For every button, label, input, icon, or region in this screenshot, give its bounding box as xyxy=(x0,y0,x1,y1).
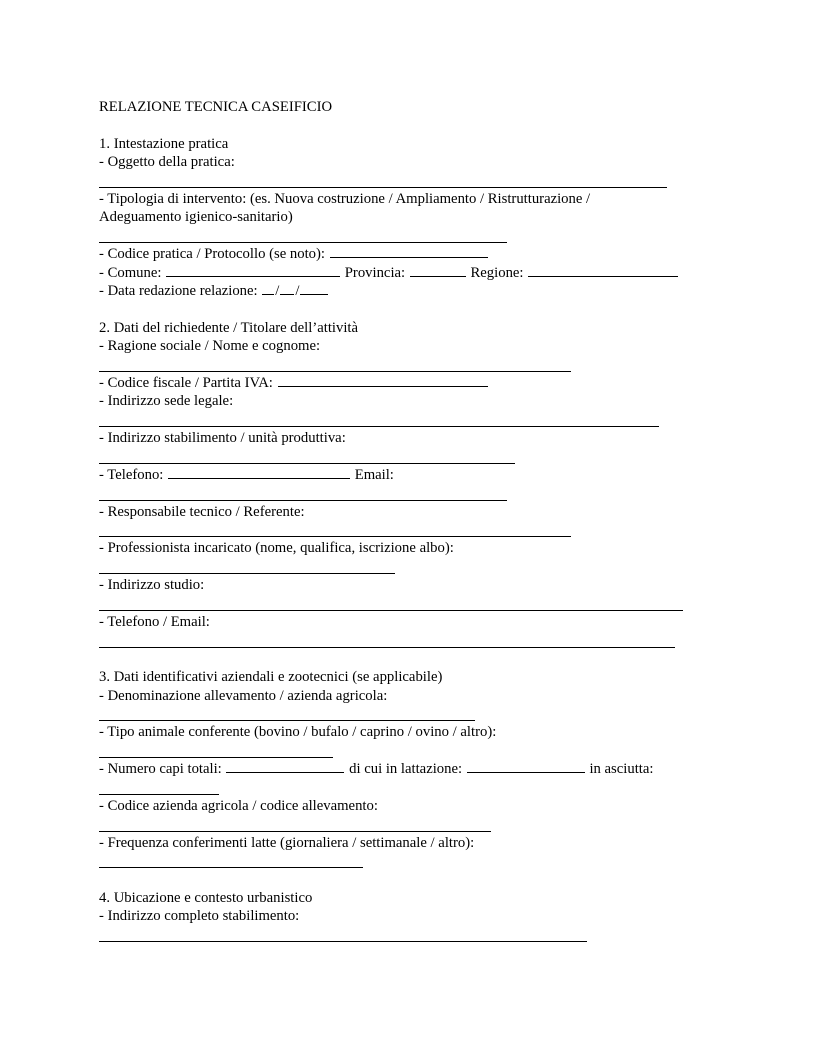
field-frequenza-label: - Frequenza conferimenti latte (giornaliera / settimanale / altro): xyxy=(99,834,475,851)
section-1-heading: 1. Intestazione pratica xyxy=(99,135,229,152)
field-data-month[interactable] xyxy=(280,282,294,295)
field-professionista-blank[interactable] xyxy=(99,558,739,576)
field-telefono-label: - Telefono: xyxy=(99,466,164,483)
date-separator: / xyxy=(295,282,300,299)
field-provincia-blank[interactable] xyxy=(410,264,466,277)
field-responsabile-blank[interactable] xyxy=(99,521,739,539)
field-data-year[interactable] xyxy=(300,282,328,295)
field-responsabile-label: - Responsabile tecnico / Referente: xyxy=(99,503,305,520)
field-cf-blank[interactable] xyxy=(278,374,488,387)
field-numero-capi-label: - Numero capi totali: xyxy=(99,761,222,778)
field-comune-row xyxy=(99,264,739,282)
field-telefono-row xyxy=(99,466,739,484)
field-stabilimento-label: - Indirizzo stabilimento / unità produttiva: xyxy=(99,430,346,447)
field-tipo-animale-label: - Tipo animale conferente (bovino / bufalo / caprino / ovino / altro): xyxy=(99,724,497,741)
field-indirizzo-blank[interactable] xyxy=(99,926,739,944)
field-email-label: Email: xyxy=(354,466,394,483)
field-tel-email-label: - Telefono / Email: xyxy=(99,613,210,630)
field-studio-label: - Indirizzo studio: xyxy=(99,577,205,594)
field-frequenza-blank[interactable] xyxy=(99,852,739,870)
field-denominazione-blank[interactable] xyxy=(99,705,739,723)
field-codice-label: - Codice pratica / Protocollo (se noto): xyxy=(99,246,325,263)
field-regione-blank[interactable] xyxy=(528,264,678,277)
field-codice-row xyxy=(99,245,739,263)
field-professionista-label: - Professionista incaricato (nome, qualifica, iscrizione albo): xyxy=(99,540,454,557)
field-telefono-blank[interactable] xyxy=(168,466,350,479)
field-oggetto-label: - Oggetto della pratica: xyxy=(99,154,235,171)
section-3-heading: 3. Dati identificativi aziendali e zootecnici (se applicabile) xyxy=(99,669,443,686)
field-ragione-blank[interactable] xyxy=(99,355,739,373)
field-oggetto-blank[interactable] xyxy=(99,172,739,190)
field-asciutta-blank[interactable] xyxy=(99,778,739,796)
field-lattazione-label: di cui in lattazione: xyxy=(349,761,463,778)
field-tipologia-label-cont: Adeguamento igienico-sanitario) xyxy=(99,209,293,226)
field-tel-email-blank[interactable] xyxy=(99,631,739,649)
field-sede-label: - Indirizzo sede legale: xyxy=(99,393,234,410)
field-data-day[interactable] xyxy=(262,282,274,295)
field-asciutta-label: in asciutta: xyxy=(589,761,654,778)
field-studio-blank[interactable] xyxy=(99,595,739,613)
field-indirizzo-label: - Indirizzo completo stabilimento: xyxy=(99,908,300,925)
field-provincia-label: Provincia: xyxy=(344,264,406,281)
field-lattazione-blank[interactable] xyxy=(467,760,585,773)
field-comune-label: - Comune: xyxy=(99,264,162,281)
field-codice-azienda-label: - Codice azienda agricola / codice allevamento: xyxy=(99,797,378,814)
field-regione-label: Regione: xyxy=(470,264,524,281)
field-email-blank[interactable] xyxy=(99,484,739,502)
date-separator: / xyxy=(275,282,280,299)
field-denominazione-label: - Denominazione allevamento / azienda agricola: xyxy=(99,687,388,704)
field-codice-azienda-blank[interactable] xyxy=(99,815,739,833)
field-numero-capi-blank[interactable] xyxy=(226,760,344,773)
document-title: RELAZIONE TECNICA CASEIFICIO xyxy=(99,99,333,115)
field-sede-blank[interactable] xyxy=(99,411,739,429)
field-codice-blank[interactable] xyxy=(330,245,488,258)
field-cf-row xyxy=(99,374,739,392)
field-stabilimento-blank[interactable] xyxy=(99,447,739,465)
section-2-heading: 2. Dati del richiedente / Titolare dell’attività xyxy=(99,319,359,336)
field-comune-blank[interactable] xyxy=(166,264,340,277)
field-cf-label: - Codice fiscale / Partita IVA: xyxy=(99,374,273,391)
field-numero-capi-row xyxy=(99,760,739,778)
field-ragione-label: - Ragione sociale / Nome e cognome: xyxy=(99,338,321,355)
section-4-heading: 4. Ubicazione e contesto urbanistico xyxy=(99,889,313,906)
field-data-row xyxy=(99,282,739,300)
field-tipologia-label: - Tipologia di intervento: (es. Nuova costruzione / Ampliamento / Ristrutturazione / xyxy=(99,190,591,207)
field-tipologia-blank[interactable] xyxy=(99,227,739,245)
document xyxy=(99,98,739,944)
field-tipo-animale-blank[interactable] xyxy=(99,742,739,760)
field-data-label: - Data redazione relazione: xyxy=(99,282,258,299)
